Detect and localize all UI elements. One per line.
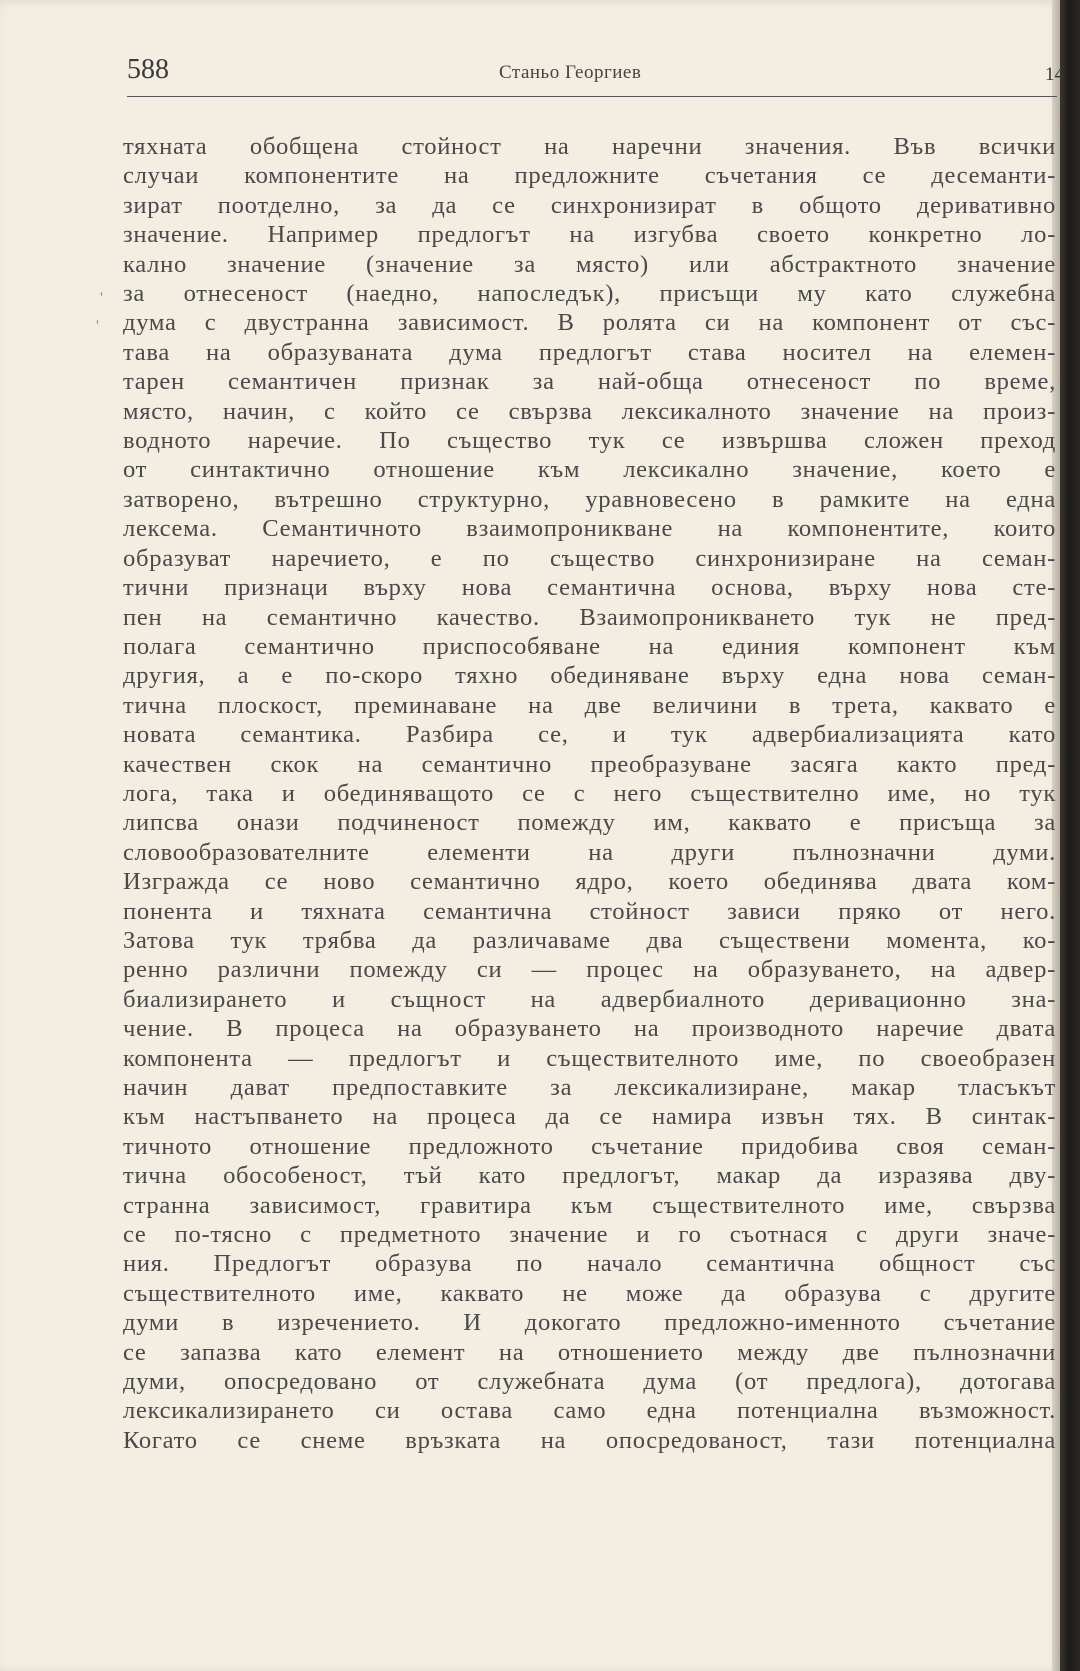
text-line: странна зависимост, гравитира към съществителното име, свързва	[123, 1191, 1056, 1219]
text-line: зират поотделно, за да се синхронизират в общото деривативно	[123, 191, 1056, 219]
facing-page-number: 14	[1045, 64, 1064, 85]
text-line: от синтактично отношение към лексикално значение, което е	[123, 456, 1056, 484]
text-line: затворено, вътрешно структурно, уравновесено в рамките на една	[123, 485, 1056, 513]
text-line: лога, така и обединяващото се с него съществително име, но тук	[123, 779, 1056, 807]
margin-mark: '	[100, 290, 103, 307]
text-line: чение. В процеса на образуването на производното наречие двата	[123, 1015, 1056, 1043]
text-line: качествен скок на семантично преобразуване засяга както пред-	[123, 750, 1056, 778]
text-line: Изгражда се ново семантично ядро, което обединява двата ком-	[123, 868, 1056, 896]
running-head: Станьо Георгиев	[499, 62, 642, 83]
text-line: дума с двустранна зависимост. В ролята си на компонент от със-	[123, 309, 1056, 337]
text-line: водното наречие. По същество тук се извършва сложен преход	[123, 427, 1056, 455]
text-line: другия, а е по-скоро тяхно обединяване върху една нова семан-	[123, 662, 1056, 690]
body-text	[123, 132, 1056, 1455]
text-line: се запазва като елемент на отношението между две пълнозначни	[123, 1338, 1056, 1366]
text-line: за отнесеност (наедно, напоследък), присъщи му като служебна	[123, 280, 1056, 308]
margin-mark: '	[96, 318, 99, 335]
page-number: 588	[127, 54, 169, 85]
text-line: случаи компонентите на предложните съчетания се десеманти-	[123, 162, 1056, 190]
text-line: Затова тук трябва да различаваме два съществени момента, ко-	[123, 926, 1056, 954]
page-header	[127, 54, 1064, 94]
text-line: лексема. Семантичното взаимопроникване на компонентите, които	[123, 515, 1056, 543]
text-line: биализирането и същност на адвербиалното деривационно зна-	[123, 985, 1056, 1013]
text-line: тава на образуваната дума предлогът става носител на елемен-	[123, 338, 1056, 366]
text-line: тяхната обобщена стойност на наречни значения. Във всички	[123, 133, 1056, 160]
text-line: пен на семантично качество. Взаимопроникването тук не пред-	[123, 603, 1056, 631]
text-line: към настъпването на процеса да се намира извън тях. В синтак-	[123, 1103, 1056, 1131]
text-line: полага семантично приспособяване на единия компонент към	[123, 632, 1056, 660]
text-line: значение. Например предлогът на изгубва своето конкретно ло-	[123, 221, 1056, 249]
text-line: образуват наречието, е по същество синхронизиране на семан-	[123, 544, 1056, 572]
text-line: начин дават предпоставките за лексикализиране, макар тласъкът	[123, 1074, 1056, 1101]
text-line: лексикализирането си остава само една потенциална възможност.	[123, 1397, 1056, 1425]
text-line: компонента — предлогът и съществителното име, по своеобразен	[123, 1044, 1056, 1072]
text-line: се по-тясно с предметното значение и го съотнася с други значе-	[123, 1221, 1056, 1249]
text-line: тична плоскост, преминаване на две величини в трета, каквато е	[123, 691, 1056, 719]
text-line: тични признаци върху нова семантична основа, върху нова сте-	[123, 574, 1056, 602]
text-line: думи в изречението. И докогато предложно-именното съчетание	[123, 1309, 1056, 1337]
text-line: Когато се снеме връзката на опосредованост, тази потенциална	[123, 1426, 1056, 1454]
text-line: място, начин, с който се свързва лексикалното значение на произ-	[123, 397, 1056, 425]
text-line: тичното отношение предложното съчетание придобива своя семан-	[123, 1132, 1056, 1160]
text-line: новата семантика. Разбира се, и тук адвербиализацията като	[123, 721, 1056, 749]
text-line: понента и тяхната семантична стойност зависи пряко от него.	[123, 897, 1056, 925]
text-line: ния. Предлогът образува по начало семантична общност със	[123, 1250, 1056, 1278]
text-line: словообразователните елементи на други пълнозначни думи.	[123, 838, 1056, 866]
text-line: липсва онази подчиненост помежду им, каквато е присъща за	[123, 809, 1056, 837]
text-line: думи, опосредовано от служебната дума (от предлога), дотогава	[123, 1368, 1056, 1396]
text-line: ренно различни помежду си — процес на образуването, на адвер-	[123, 956, 1056, 984]
text-line: тарен семантичен признак за най-обща отнесеност по време,	[123, 368, 1056, 396]
text-line: тична обособеност, тъй като предлогът, макар да изразява дву-	[123, 1162, 1056, 1190]
text-line: съществителното име, каквато не може да образува с другите	[123, 1279, 1056, 1307]
book-spine	[1060, 0, 1080, 1671]
text-line: кално значение (значение за място) или абстрактното значение	[123, 250, 1056, 278]
header-rule	[127, 96, 1057, 97]
